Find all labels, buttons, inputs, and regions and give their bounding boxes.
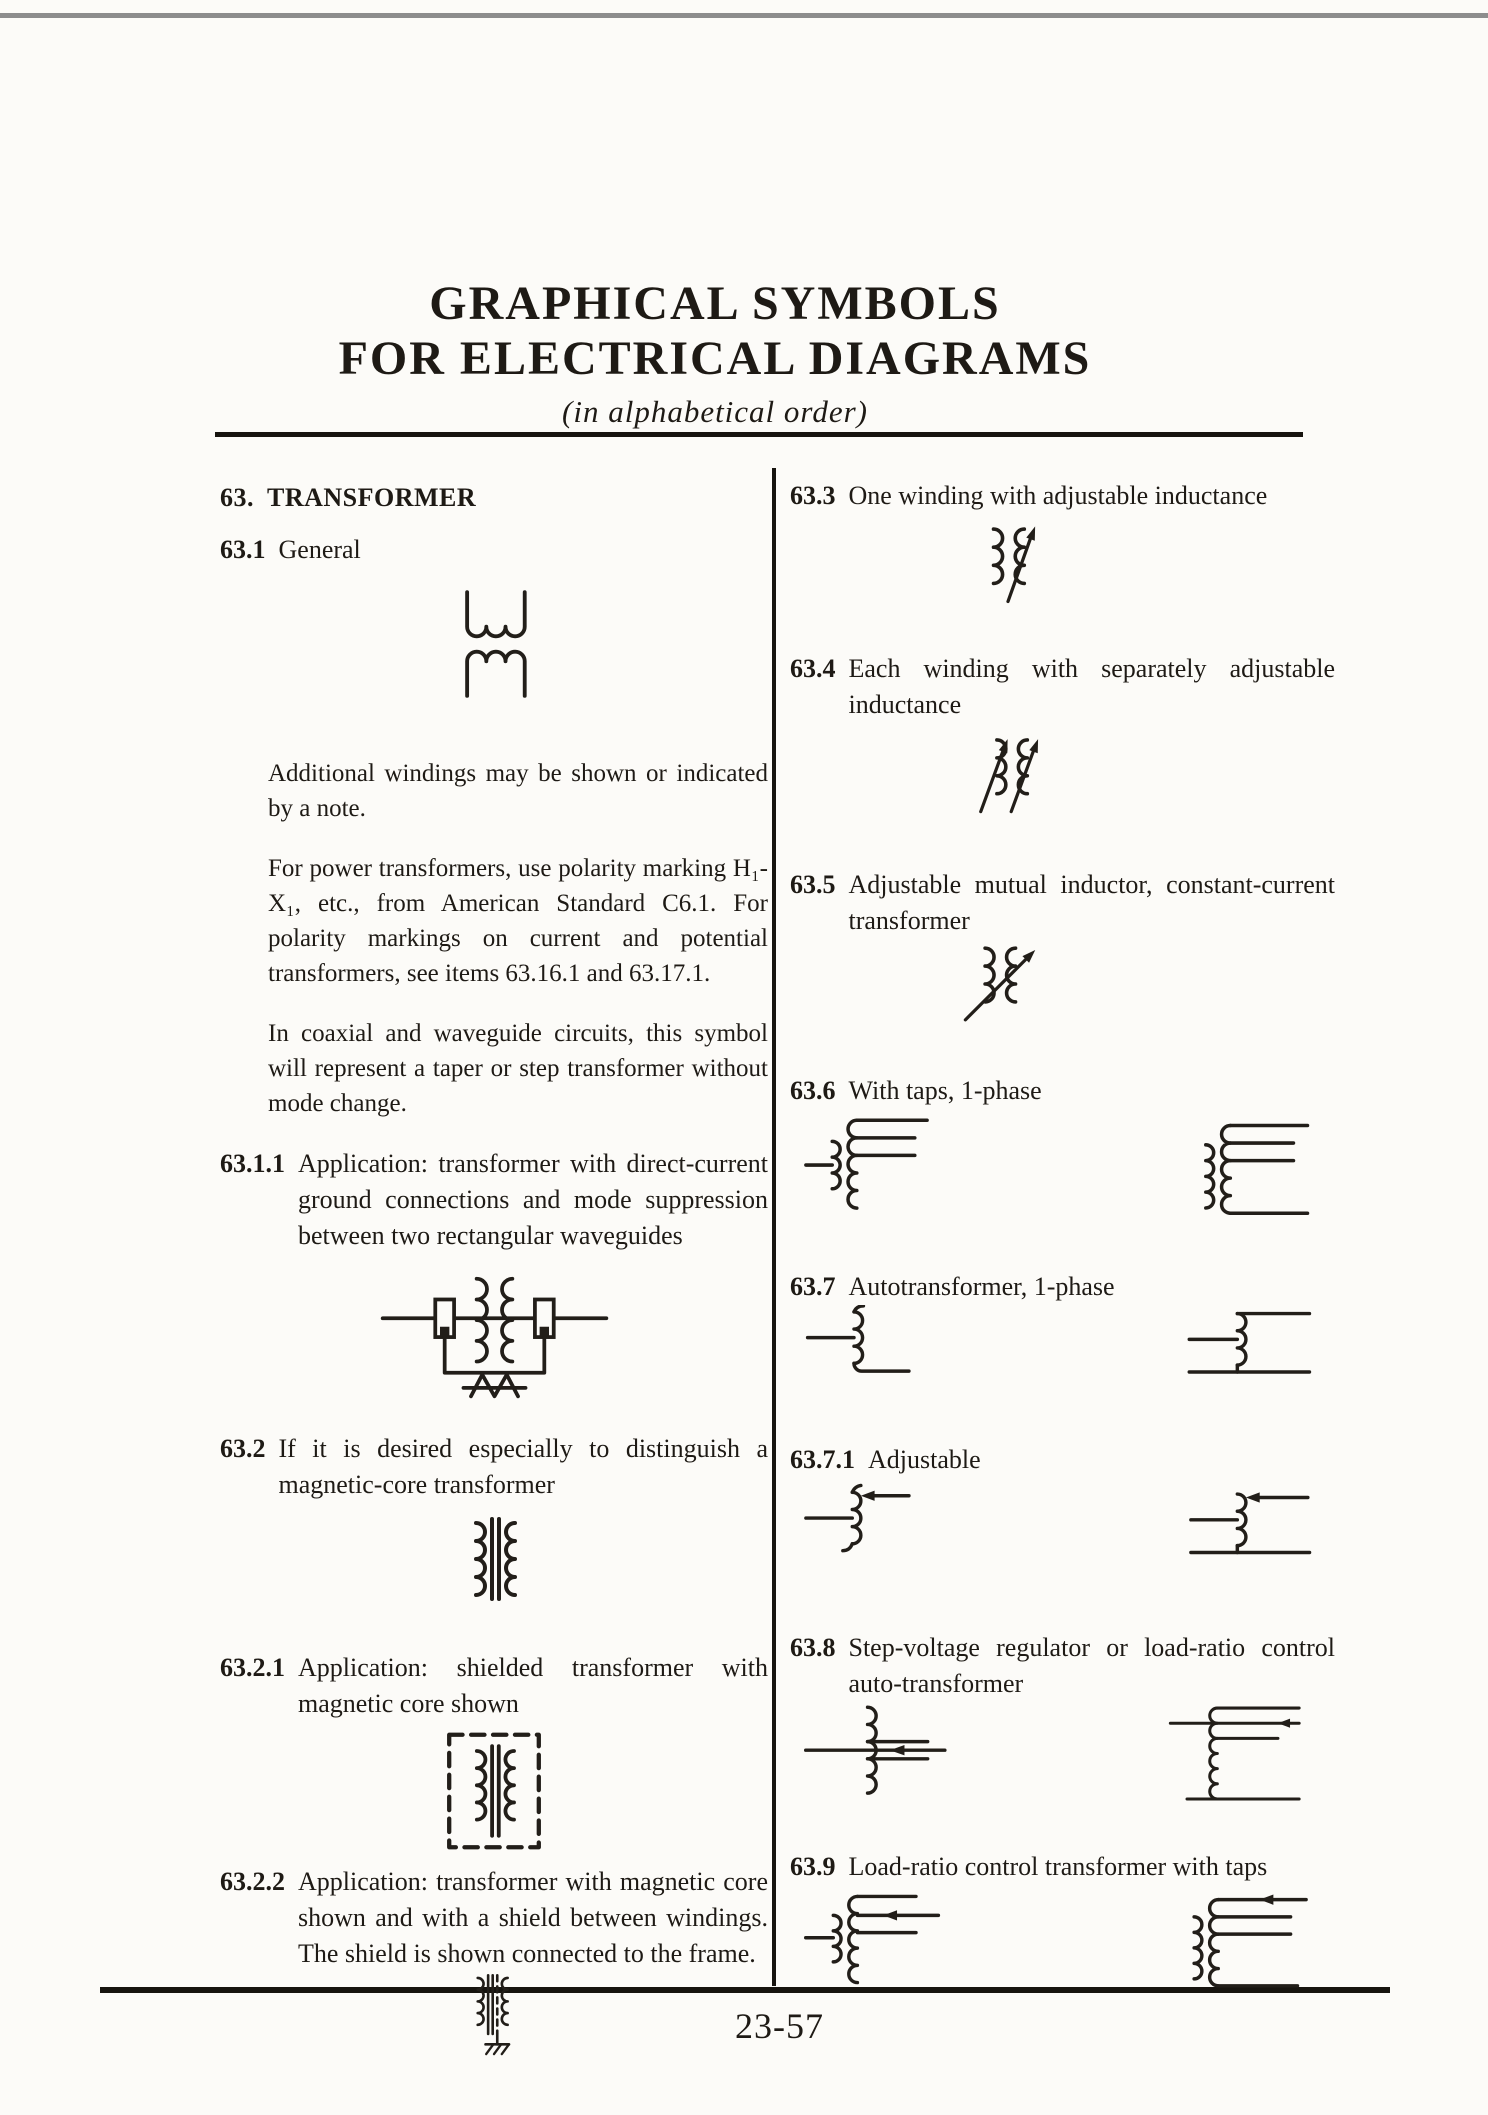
entry-63-2-1	[220, 1650, 768, 1722]
left-column	[220, 470, 768, 2060]
entry-number: 63.9	[790, 1852, 836, 1881]
figure-63-3	[790, 520, 1225, 607]
entry-text: One winding with adjustable inductance	[848, 481, 1268, 510]
adjustable-one-winding-icon	[970, 520, 1046, 607]
entry-text: Adjustable mutual inductor, constant-current transformer	[848, 870, 1335, 935]
entry-number: 63.2	[220, 1434, 266, 1463]
entry-number: 63.3	[790, 481, 836, 510]
entry-text: With taps, 1-phase	[848, 1076, 1042, 1105]
note-coaxial-waveguide: In coaxial and waveguide circuits, this symbol will represent a taper or step transformer without mode change.	[268, 1020, 768, 1117]
transformer-with-taps-loop-style-icon	[1181, 1115, 1313, 1229]
title-subtitle: (in alphabetical order)	[562, 394, 868, 429]
figure-row-63-6	[790, 1115, 1335, 1229]
entry-text: Load-ratio control transformer with taps	[848, 1852, 1268, 1881]
entry-63-2-2	[220, 1864, 768, 1972]
load-ratio-control-transformer-loop-style-icon	[1170, 1891, 1313, 1991]
section-number: 63.	[220, 483, 254, 512]
title-line-2: FOR ELECTRICAL DIAGRAMS	[338, 332, 1092, 385]
entry-63-3	[790, 478, 1335, 514]
core-transformer-frame-shield-icon	[466, 1974, 522, 2060]
note-additional-windings: Additional windings may be shown or indicated by a note.	[268, 760, 768, 822]
figure-63-5	[790, 941, 1215, 1027]
adjustable-autotransformer-icon	[804, 1482, 916, 1561]
adjustable-autotransformer-loop-style-icon	[1184, 1482, 1313, 1568]
entry-text: Autotransformer, 1-phase	[848, 1272, 1115, 1301]
title-line-1: GRAPHICAL SYMBOLS	[429, 277, 1001, 330]
figure-63-2-1	[220, 1730, 768, 1852]
step-voltage-regulator-icon	[804, 1702, 950, 1807]
right-column	[790, 470, 1335, 1991]
entry-number: 63.7	[790, 1272, 836, 1301]
entry-63-6	[790, 1073, 1335, 1109]
load-ratio-control-transformer-icon	[804, 1891, 947, 1988]
figure-63-1	[220, 586, 768, 702]
separately-adjustable-windings-icon	[970, 729, 1056, 819]
entry-text: Each winding with separately adjustable inductance	[848, 654, 1335, 719]
autotransformer-loop-style-icon	[1184, 1305, 1313, 1384]
entry-text: Step-voltage regulator or load-ratio control auto-transformer	[848, 1633, 1335, 1698]
entry-number: 63.5	[790, 870, 836, 899]
figure-63-2	[220, 1517, 768, 1601]
figure-63-4	[790, 729, 1235, 819]
shielded-core-transformer-icon	[442, 1730, 546, 1852]
magnetic-core-transformer-icon	[462, 1517, 526, 1601]
transformer-with-taps-icon	[804, 1115, 936, 1216]
transformer-general-icon	[446, 586, 542, 702]
figure-row-63-7-1	[790, 1482, 1335, 1568]
entry-63-2	[220, 1431, 768, 1503]
entry-number: 63.4	[790, 654, 836, 683]
entry-text: Application: transformer with magnetic core shown and with a shield between windings. The shield is shown connected to the frame.	[298, 1867, 768, 1968]
entry-63-9	[790, 1849, 1335, 1885]
entry-text: General	[278, 535, 361, 564]
figure-row-63-8	[790, 1702, 1335, 1807]
entry-text: Adjustable	[868, 1445, 981, 1474]
entry-number: 63.2.1	[220, 1653, 285, 1682]
entry-number: 63.1.1	[220, 1149, 285, 1178]
entry-63-4	[790, 651, 1335, 723]
entry-63-1-1	[220, 1146, 768, 1254]
entry-number: 63.2.2	[220, 1867, 285, 1896]
figure-63-2-2	[220, 1974, 768, 2060]
adjustable-mutual-inductor-icon	[958, 941, 1048, 1027]
section-63-heading	[220, 480, 768, 516]
entry-63-8	[790, 1630, 1335, 1702]
section-title: TRANSFORMER	[267, 483, 477, 512]
entry-number: 63.1	[220, 535, 266, 564]
autotransformer-icon	[804, 1305, 916, 1384]
figure-row-63-9	[790, 1891, 1335, 1991]
page-title	[0, 276, 1430, 430]
entry-text: Application: transformer with direct-current ground connections and mode suppression between two rectangular waveguides	[298, 1149, 768, 1250]
column-divider	[772, 468, 776, 1986]
page-number: 23-57	[735, 2006, 824, 2046]
step-voltage-regulator-loop-style-icon	[1158, 1702, 1313, 1802]
figure-63-1-1	[220, 1260, 768, 1401]
entry-text: If it is desired especially to distinguish a magnetic-core transformer	[278, 1434, 768, 1499]
entry-63-7-1	[790, 1442, 1335, 1478]
entry-text: Application: shielded transformer with magnetic core shown	[298, 1653, 768, 1718]
entry-63-7	[790, 1269, 1335, 1305]
waveguide-transformer-icon	[377, 1260, 612, 1401]
entry-number: 63.6	[790, 1076, 836, 1105]
figure-row-63-7	[790, 1305, 1335, 1384]
scan-top-edge-bar	[0, 13, 1488, 18]
entry-number: 63.8	[790, 1633, 836, 1662]
horizontal-rule-top	[215, 432, 1303, 437]
entry-63-1	[220, 532, 768, 568]
entry-number: 63.7.1	[790, 1445, 855, 1474]
note-polarity-marking: For power transformers, use polarity marking H₁-X₁, etc., from American Standard C6.1. For polarity markings on current and potential transformers, see items 63.16.1 and 63.17.1.	[268, 855, 768, 987]
entry-63-5	[790, 867, 1335, 939]
